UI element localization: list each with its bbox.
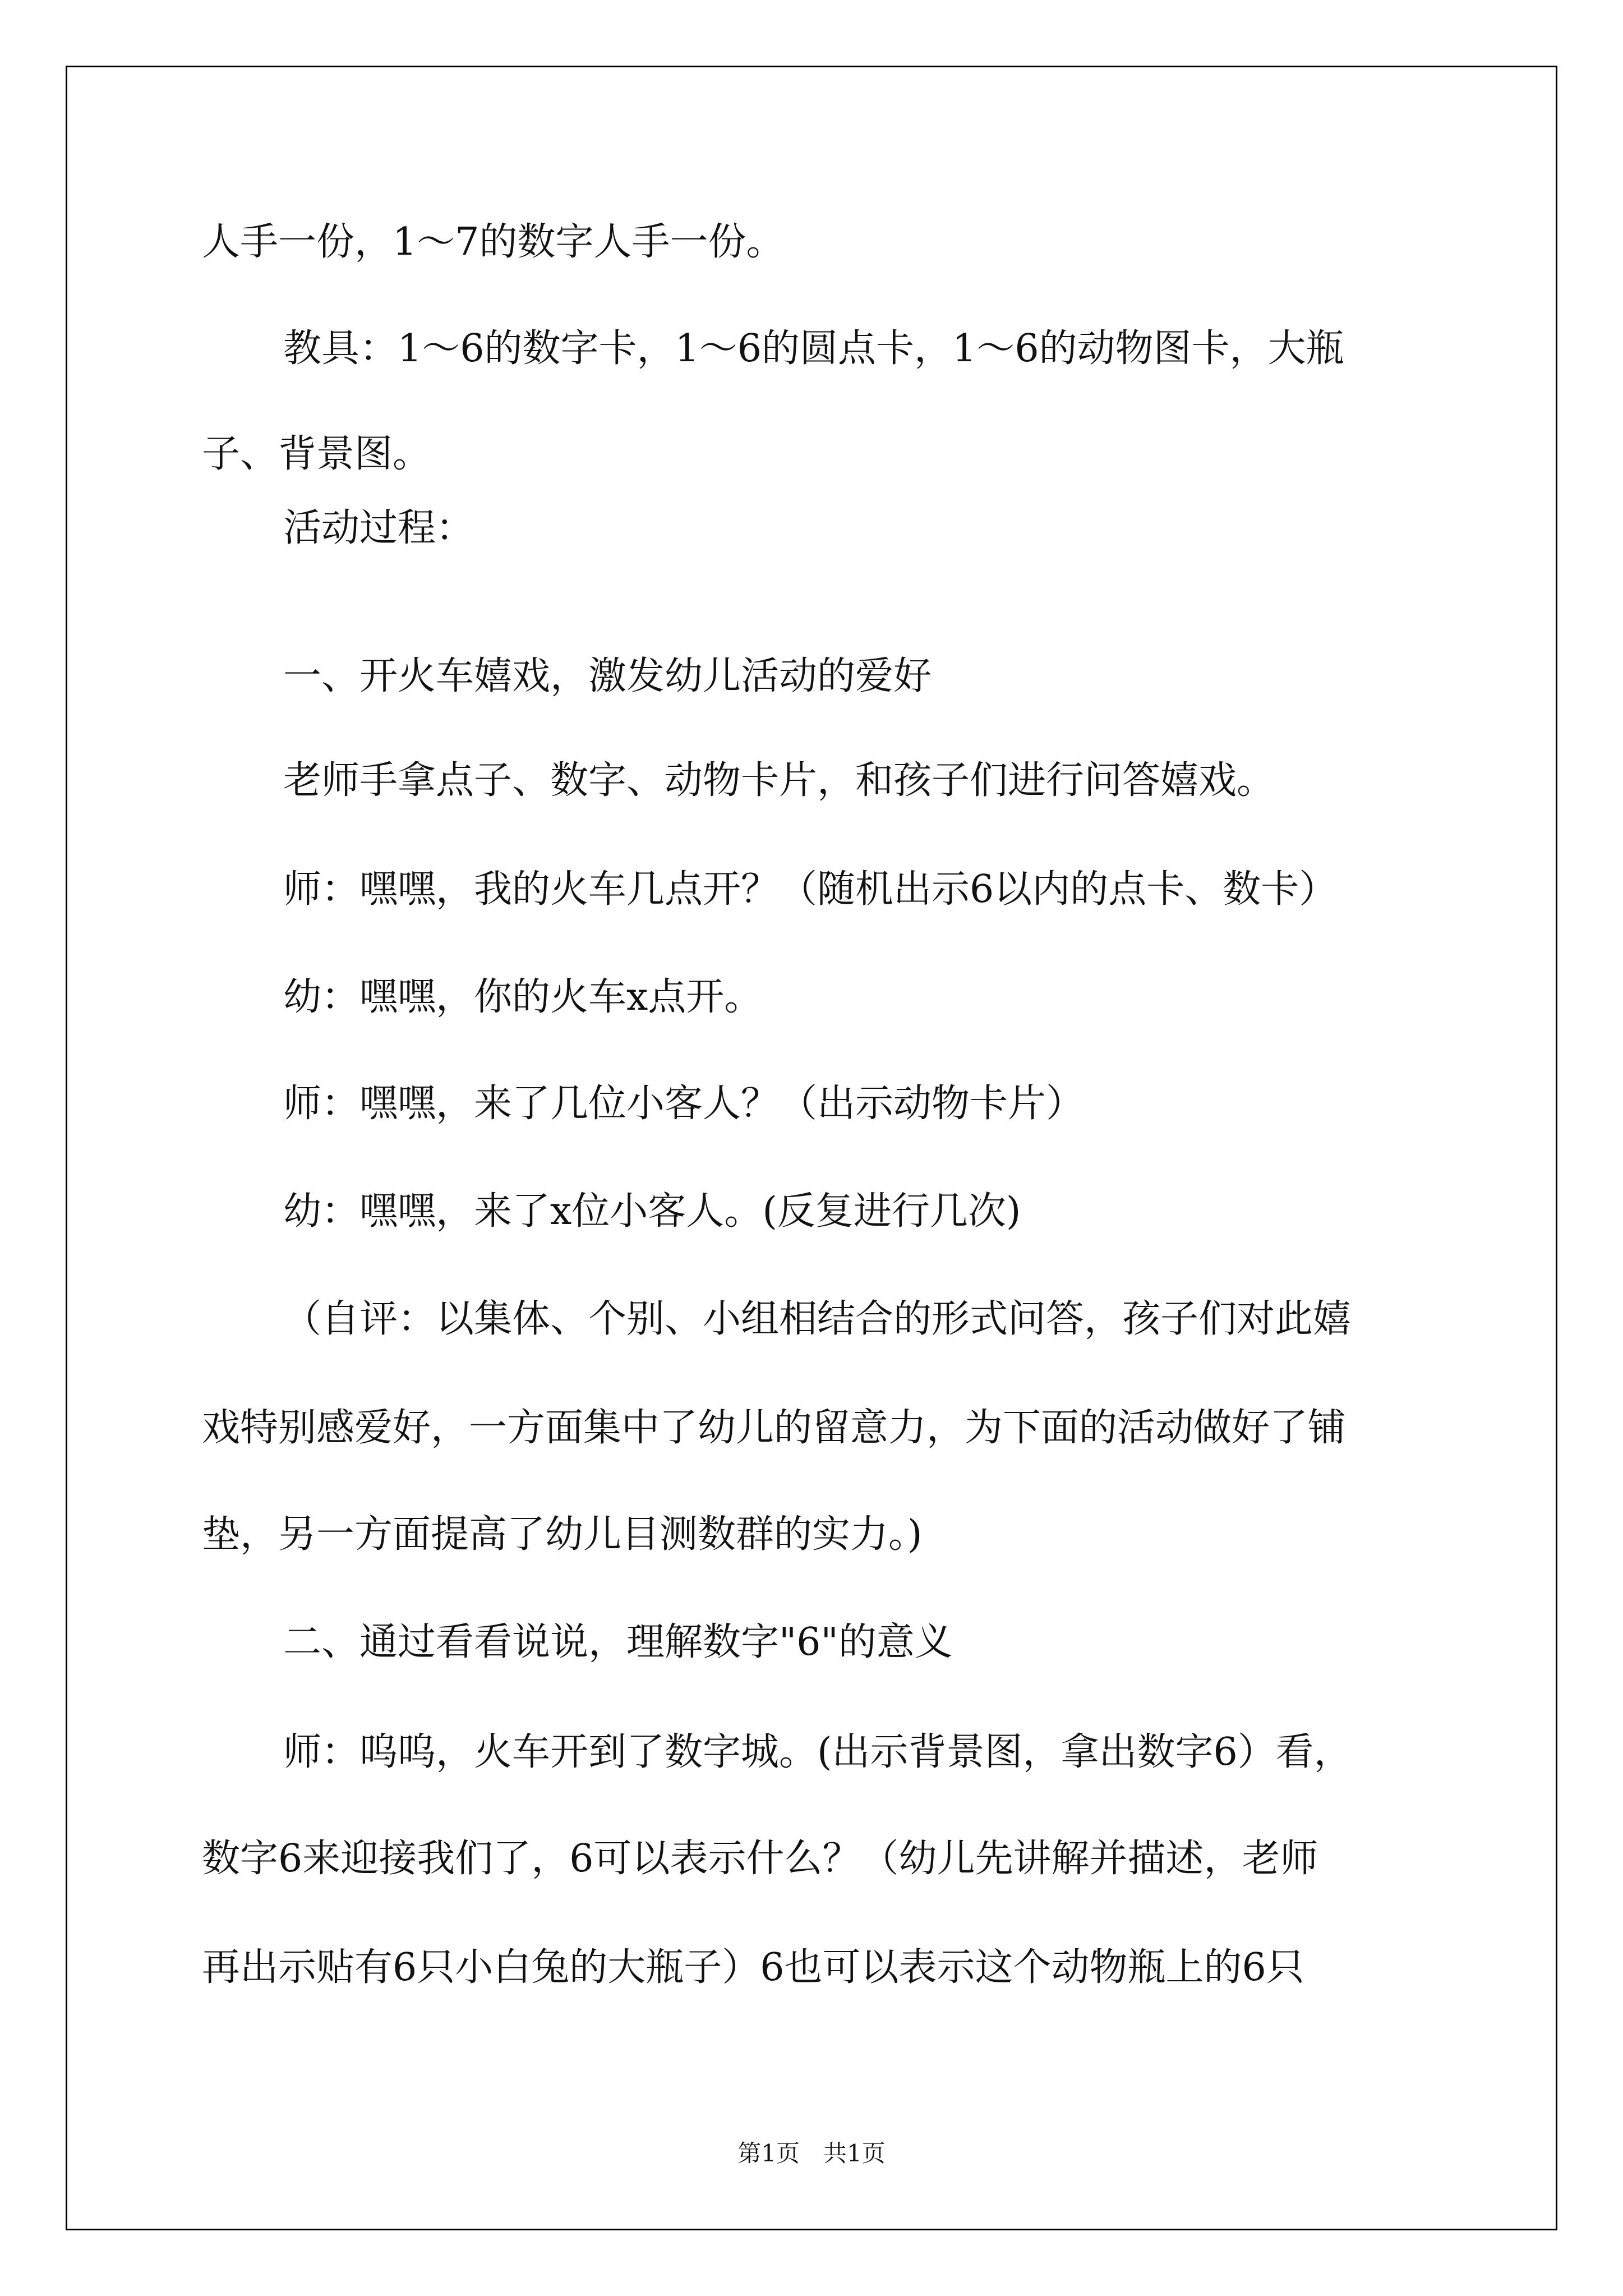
section-heading: 活动过程： [283, 506, 474, 550]
text-line: 幼：嘿嘿，来了x位小客人。(反复进行几次) [283, 1189, 1021, 1234]
text-line: 师：嘿嘿，我的火车几点开？（随机出示6以内的点卡、数卡） [283, 867, 1338, 912]
text-line: 老师手拿点子、数字、动物卡片，和孩子们进行问答嬉戏。 [283, 758, 1275, 803]
text-line: 幼：嘿嘿，你的火车x点开。 [283, 975, 763, 1019]
text-line: 师：呜呜，火车开到了数字城。(出示背景图，拿出数字6）看， [283, 1730, 1352, 1774]
text-line: 教具：1～6的数字卡，1～6的圆点卡，1～6的动物图卡，大瓶 [283, 326, 1344, 371]
text-line: 数字6来迎接我们了，6可以表示什么？（幼儿先讲解并描述，老师 [202, 1837, 1318, 1881]
text-line: 师：嘿嘿，来了几位小客人？（出示动物卡片） [283, 1082, 1085, 1126]
text-line: 子、背景图。 [202, 432, 431, 476]
section-heading: 一、开火车嬉戏，激发幼儿活动的爱好 [283, 654, 932, 698]
page-border [66, 66, 1557, 2230]
text-line: （自评：以集体、个别、小组相结合的形式问答，孩子们对此嬉 [283, 1297, 1352, 1341]
page-number: 第1页 共1页 [737, 2139, 886, 2167]
section-heading: 二、通过看看说说，理解数字"6"的意义 [283, 1620, 953, 1664]
text-line: 戏特别感爱好，一方面集中了幼儿的留意力，为下面的活动做好了铺 [202, 1406, 1347, 1450]
text-line: 人手一份，1～7的数字人手一份。 [202, 220, 785, 264]
text-line: 垫，另一方面提高了幼儿目测数群的实力。) [202, 1512, 923, 1557]
text-line: 再出示贴有6只小白兔的大瓶子）6也可以表示这个动物瓶上的6只 [202, 1945, 1304, 1990]
